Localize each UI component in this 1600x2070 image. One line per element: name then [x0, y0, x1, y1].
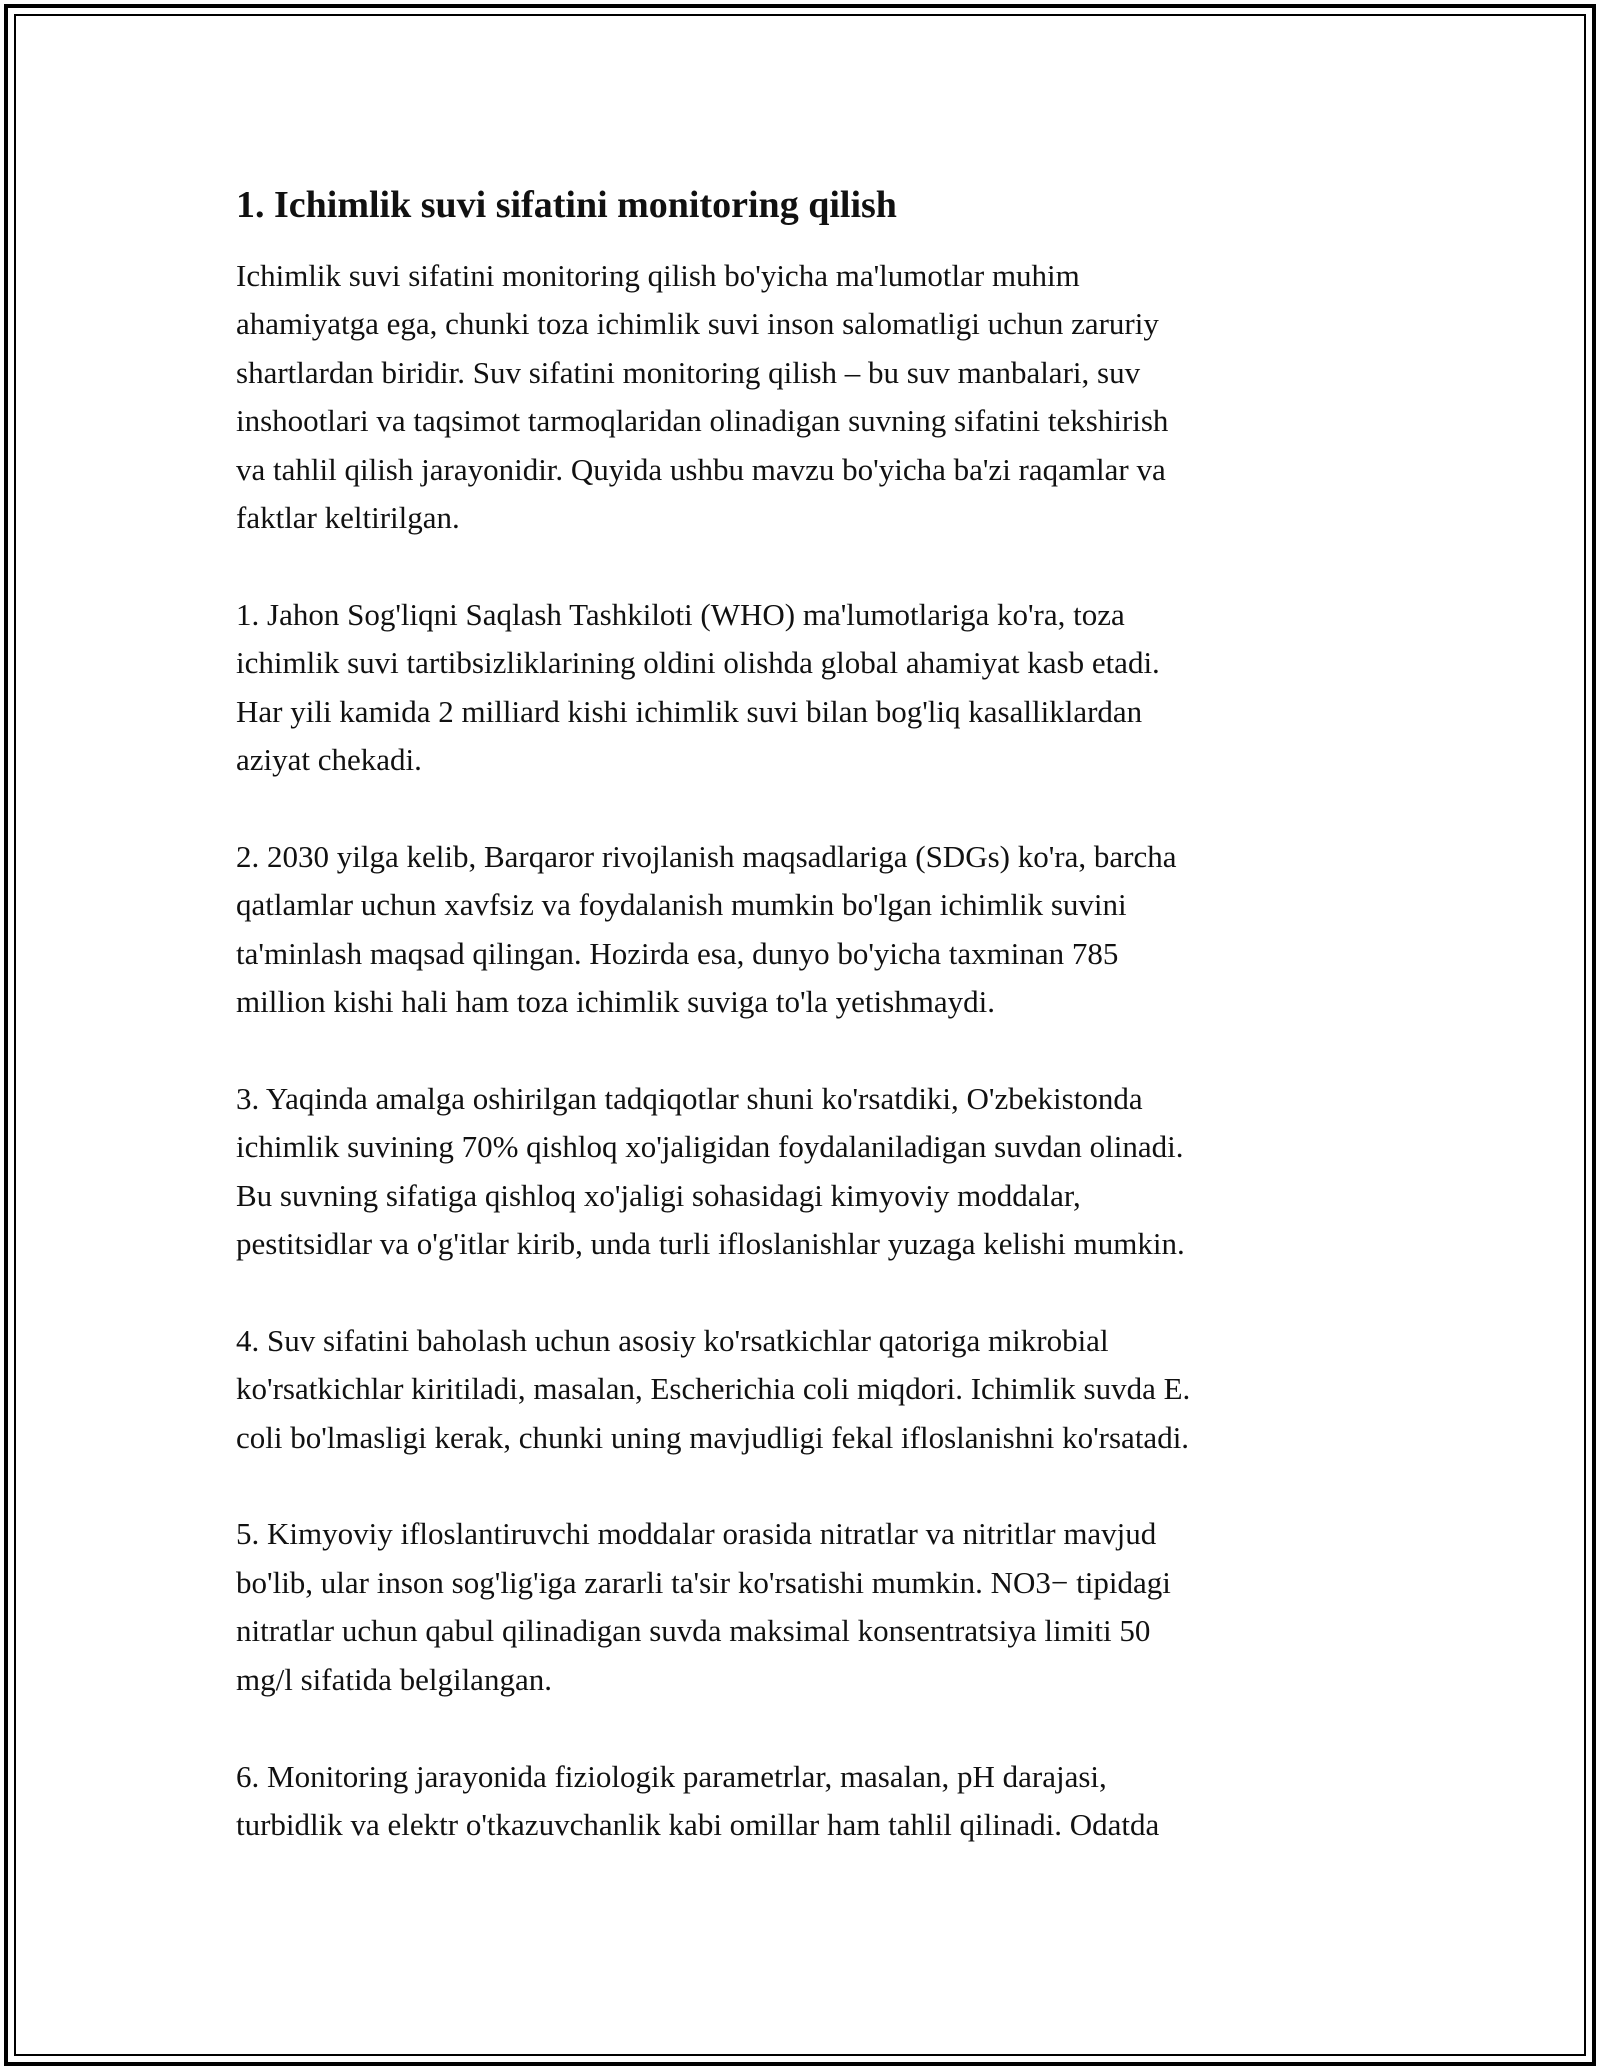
list-item: 5. Kimyoviy ifloslantiruvchi moddalar orasida nitratlar va nitritlar mavjud bo'lib, ular inson sog'lig'iga zararli ta'sir ko'rsatishi mumkin. NO3− tipidagi nitratlar uchun qabul qilinadigan suvda maksimal konsentratsiya limiti 50 mg/l sifatida belgilangan. [236, 1516, 1171, 1697]
document-body [236, 180, 1376, 1849]
list-item: 2. 2030 yilga kelib, Barqaror rivojlanish maqsadlariga (SDGs) ko'ra, barcha qatlamlar uchun xavfsiz va foydalanish mumkin bo'lgan ichimlik suvini ta'minlash maqsad qilingan. Hozirda esa, dunyo bo'yicha taxminan 785 million kishi hali ham toza ichimlik suviga to'la yetishmaydi. [236, 838, 1177, 1020]
list-item: 6. Monitoring jarayonida fiziologik parametrlar, masalan, pH darajasi, turbidlik va elektr o'tkazuvchanlik kabi omillar ham tahlil qilinadi. Odatda [236, 1758, 1160, 1842]
list-item: 3. Yaqinda amalga oshirilgan tadqiqotlar shuni ko'rsatdiki, O'zbekistonda ichimlik suvining 70% qishloq xo'jaligidan foydalaniladigan suvdan olinadi. Bu suvning sifatiga qishloq xo'jaligi sohasidagi kimyoviy moddalar, pestitsidlar va o'g'itlar kirib, unda turli ifloslanishlar yuzaga kelishi mumkin. [236, 1080, 1185, 1262]
list-item: 4. Suv sifatini baholash uchun asosiy ko'rsatkichlar qatoriga mikrobial ko'rsatkichlar kiritiladi, masalan, Escherichia coli miqdori. Ichimlik suvda E. coli bo'lmasligi kerak, chunki uning mavjudligi fekal ifloslanishni ko'rsatadi. [236, 1322, 1191, 1455]
section-heading: 1. Ichimlik suvi sifatini monitoring qilish [236, 184, 897, 226]
intro-paragraph: Ichimlik suvi sifatini monitoring qilish bo'yicha ma'lumotlar muhim ahamiyatga ega, chunki toza ichimlik suvi inson salomatligi uchun zaruriy shartlardan biridir. Suv sifatini monitoring qilish – bu suv manbalari, suv inshootlari va taqsimot tarmoqlaridan olinadigan suvning sifatini tekshirish va tahlil qilish jarayonidir. Quyida ushbu mavzu bo'yicha ba'zi raqamlar va faktlar keltirilgan. [236, 258, 1169, 536]
list-item: 1. Jahon Sog'liqni Saqlash Tashkiloti (WHO) ma'lumotlariga ko'ra, toza ichimlik suvi tartibsizliklarining oldini olishda global ahamiyat kasb etadi. Har yili kamida 2 milliard kishi ichimlik suvi bilan bog'liq kasalliklardan aziyat chekadi. [236, 596, 1160, 778]
